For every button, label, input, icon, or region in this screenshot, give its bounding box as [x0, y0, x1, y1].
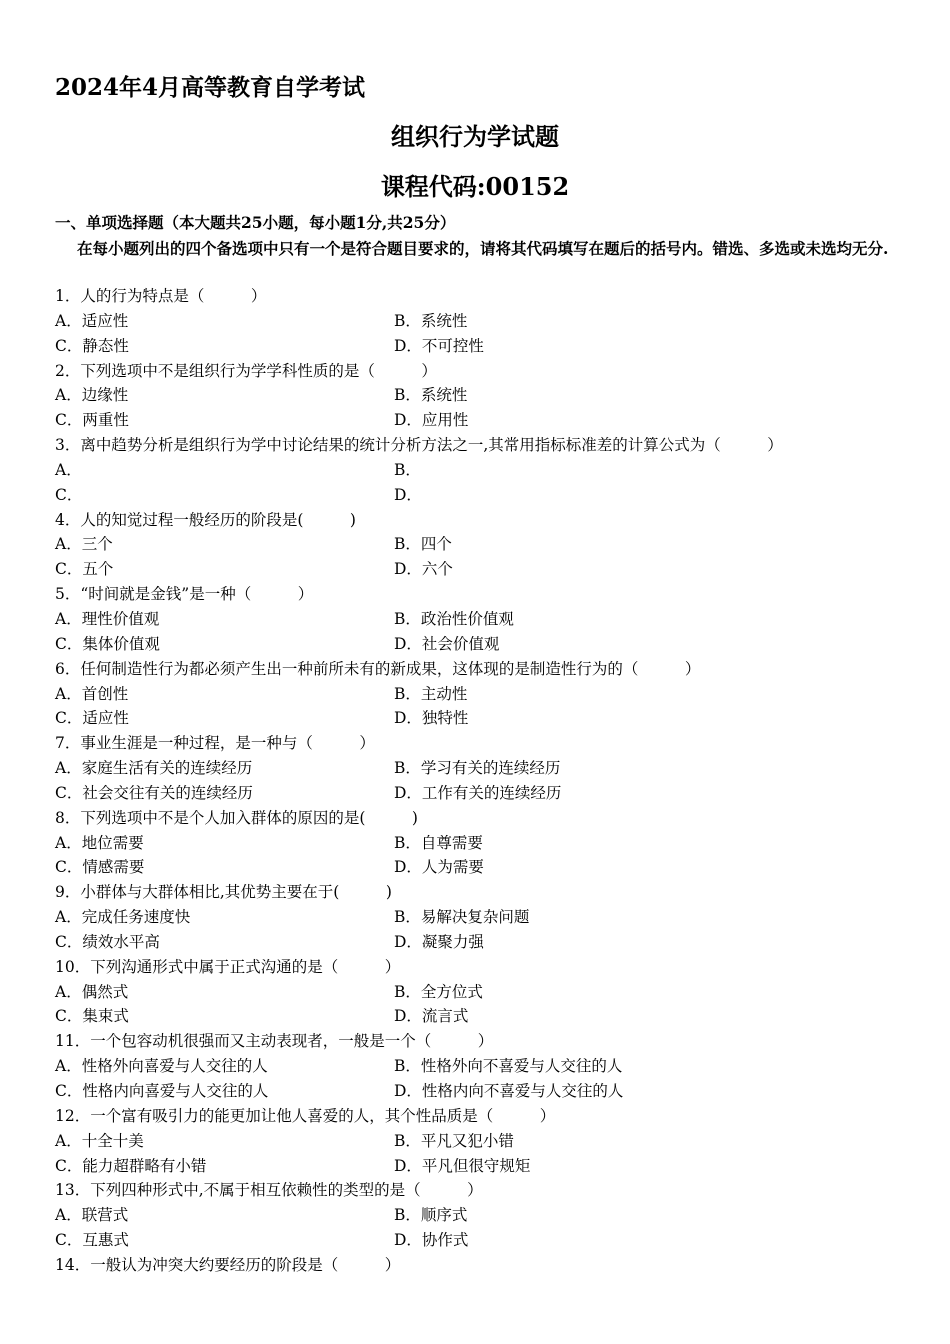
answer-option: B．性格外向不喜爱与人交往的人 — [394, 1057, 623, 1076]
answer-option: D．平凡但很守规矩 — [394, 1156, 531, 1175]
question-stem: 8．下列选项中不是个人加入群体的原因的是( ) — [55, 808, 418, 827]
answer-option: D． — [394, 485, 422, 504]
question-stem: 7．事业生涯是一种过程，是一种与（ ） — [55, 734, 375, 753]
question-stem: 2．下列选项中不是组织行为学学科性质的是（ ） — [55, 361, 437, 380]
question-stem: 14．一般认为冲突大约要经历的阶段是（ ） — [55, 1255, 401, 1274]
option-row — [55, 682, 915, 707]
answer-option: C． — [55, 485, 83, 504]
answer-option: B．顺序式 — [394, 1206, 468, 1225]
question-stem: 1．人的行为特点是（ ） — [55, 287, 267, 305]
answer-option: B．学习有关的连续经历 — [394, 759, 561, 778]
question-stem: 3．离中趋势分析是组织行为学中讨论结果的统计分析方法之一,其常用指标标准差的计算公式为（ ） — [55, 436, 783, 455]
answer-option: C．能力超群略有小错 — [55, 1156, 207, 1175]
answer-option: C．适应性 — [55, 709, 129, 728]
answer-option: A．家庭生活有关的连续经历 — [55, 759, 253, 778]
answer-option: B．易解决复杂问题 — [394, 908, 530, 927]
question-stem: 5．“时间就是金钱”是一种（ ） — [55, 585, 314, 604]
answer-option: C．性格内向喜爱与人交往的人 — [55, 1082, 269, 1100]
answer-option: D．社会价值观 — [394, 634, 500, 653]
option-row — [55, 334, 915, 359]
answer-option: A．十全十美 — [55, 1131, 144, 1150]
answer-option: A．性格外向喜爱与人交往的人 — [55, 1057, 268, 1076]
section-instruction: 在每小题列出的四个备选项中只有一个是符合题目要求的，请将其代码填写在题后的括号内。错选、多选或未选均无分. — [77, 239, 889, 258]
option-row — [55, 1154, 915, 1179]
subject-title: 组织行为学试题 — [391, 122, 559, 151]
answer-option: A．边缘性 — [55, 386, 129, 405]
option-row — [55, 905, 915, 930]
option-row — [55, 632, 915, 657]
option-row — [55, 532, 915, 557]
question-stem: 4．人的知觉过程一般经历的阶段是( ) — [55, 510, 356, 529]
option-row — [55, 1129, 915, 1154]
question-list — [55, 284, 915, 1278]
answer-option: B．全方位式 — [394, 982, 483, 1001]
answer-option: A． — [55, 460, 82, 479]
answer-option: C．集体价值观 — [55, 634, 160, 653]
answer-option: D．凝聚力强 — [394, 932, 484, 951]
answer-option: B．平凡又犯小错 — [394, 1131, 514, 1150]
option-row — [55, 1228, 915, 1253]
answer-option: C．静态性 — [55, 336, 129, 355]
answer-option: C．情感需要 — [55, 858, 145, 877]
answer-option: C．互惠式 — [55, 1231, 129, 1250]
exam-title: 2024年4月高等教育自学考试 — [55, 74, 366, 101]
answer-option: B．政治性价值观 — [394, 609, 514, 628]
option-row — [55, 781, 915, 806]
question-stem: 9．小群体与大群体相比,其优势主要在于( ) — [55, 883, 392, 902]
answer-option: C．五个 — [55, 560, 114, 579]
answer-option: A．理性价值观 — [55, 609, 160, 628]
answer-option: A．联营式 — [55, 1206, 129, 1225]
answer-option: B． — [394, 460, 421, 479]
answer-option: C．绩效水平高 — [55, 932, 160, 951]
answer-option: B．系统性 — [394, 386, 468, 405]
option-row — [55, 980, 915, 1005]
option-row — [55, 1079, 915, 1104]
option-row — [55, 557, 915, 582]
option-row — [55, 383, 915, 408]
answer-option: D．不可控性 — [394, 336, 484, 355]
answer-option: D．流言式 — [394, 1007, 469, 1026]
option-row — [55, 855, 915, 880]
option-row — [55, 607, 915, 632]
answer-option: A．三个 — [55, 535, 113, 554]
answer-option: D．工作有关的连续经历 — [394, 783, 562, 802]
answer-option: D．性格内向不喜爱与人交往的人 — [394, 1082, 624, 1100]
answer-option: C．集束式 — [55, 1007, 129, 1026]
answer-option: C．两重性 — [55, 411, 129, 430]
answer-option: A．完成任务速度快 — [55, 908, 191, 927]
answer-option: D．人为需要 — [394, 858, 484, 877]
course-code: 课程代码:00152 — [380, 172, 570, 201]
option-row — [55, 309, 915, 334]
option-row — [55, 483, 915, 508]
option-row — [55, 1203, 915, 1228]
option-row — [55, 930, 915, 955]
answer-option: B．主动性 — [394, 684, 468, 703]
answer-option: D．六个 — [394, 560, 453, 579]
answer-option: C．社会交往有关的连续经历 — [55, 783, 253, 802]
question-stem: 10．下列沟通形式中属于正式沟通的是（ ） — [55, 957, 401, 976]
section-heading: 一、单项选择题（本大题共25小题，每小题1分,共25分） — [55, 213, 456, 232]
option-row — [55, 1054, 915, 1079]
answer-option: B．自尊需要 — [394, 833, 483, 852]
question-stem: 11．一个包容动机很强而又主动表现者，一般是一个（ ） — [55, 1032, 494, 1051]
answer-option: D．协作式 — [394, 1231, 469, 1250]
question-stem: 6．任何制造性行为都必须产生出一种前所未有的新成果，这体现的是制造性行为的（ ） — [55, 659, 701, 678]
answer-option: D．独特性 — [394, 709, 469, 728]
answer-option: D．应用性 — [394, 411, 469, 430]
option-row — [55, 756, 915, 781]
answer-option: B．系统性 — [394, 311, 468, 330]
answer-option: B．四个 — [394, 535, 452, 554]
answer-option: A．首创性 — [55, 684, 129, 703]
question-stem: 12．一个富有吸引力的能更加让他人喜爱的人，其个性品质是（ ） — [55, 1106, 556, 1125]
question-stem: 13．下列四种形式中,不属于相互依赖性的类型的是（ ） — [55, 1181, 483, 1200]
option-row — [55, 408, 915, 433]
answer-option: A．地位需要 — [55, 833, 144, 852]
option-row — [55, 831, 915, 856]
answer-option: A．偶然式 — [55, 982, 129, 1001]
option-row — [55, 458, 915, 483]
answer-option: A．适应性 — [55, 311, 129, 330]
option-row — [55, 706, 915, 731]
option-row — [55, 1004, 915, 1029]
